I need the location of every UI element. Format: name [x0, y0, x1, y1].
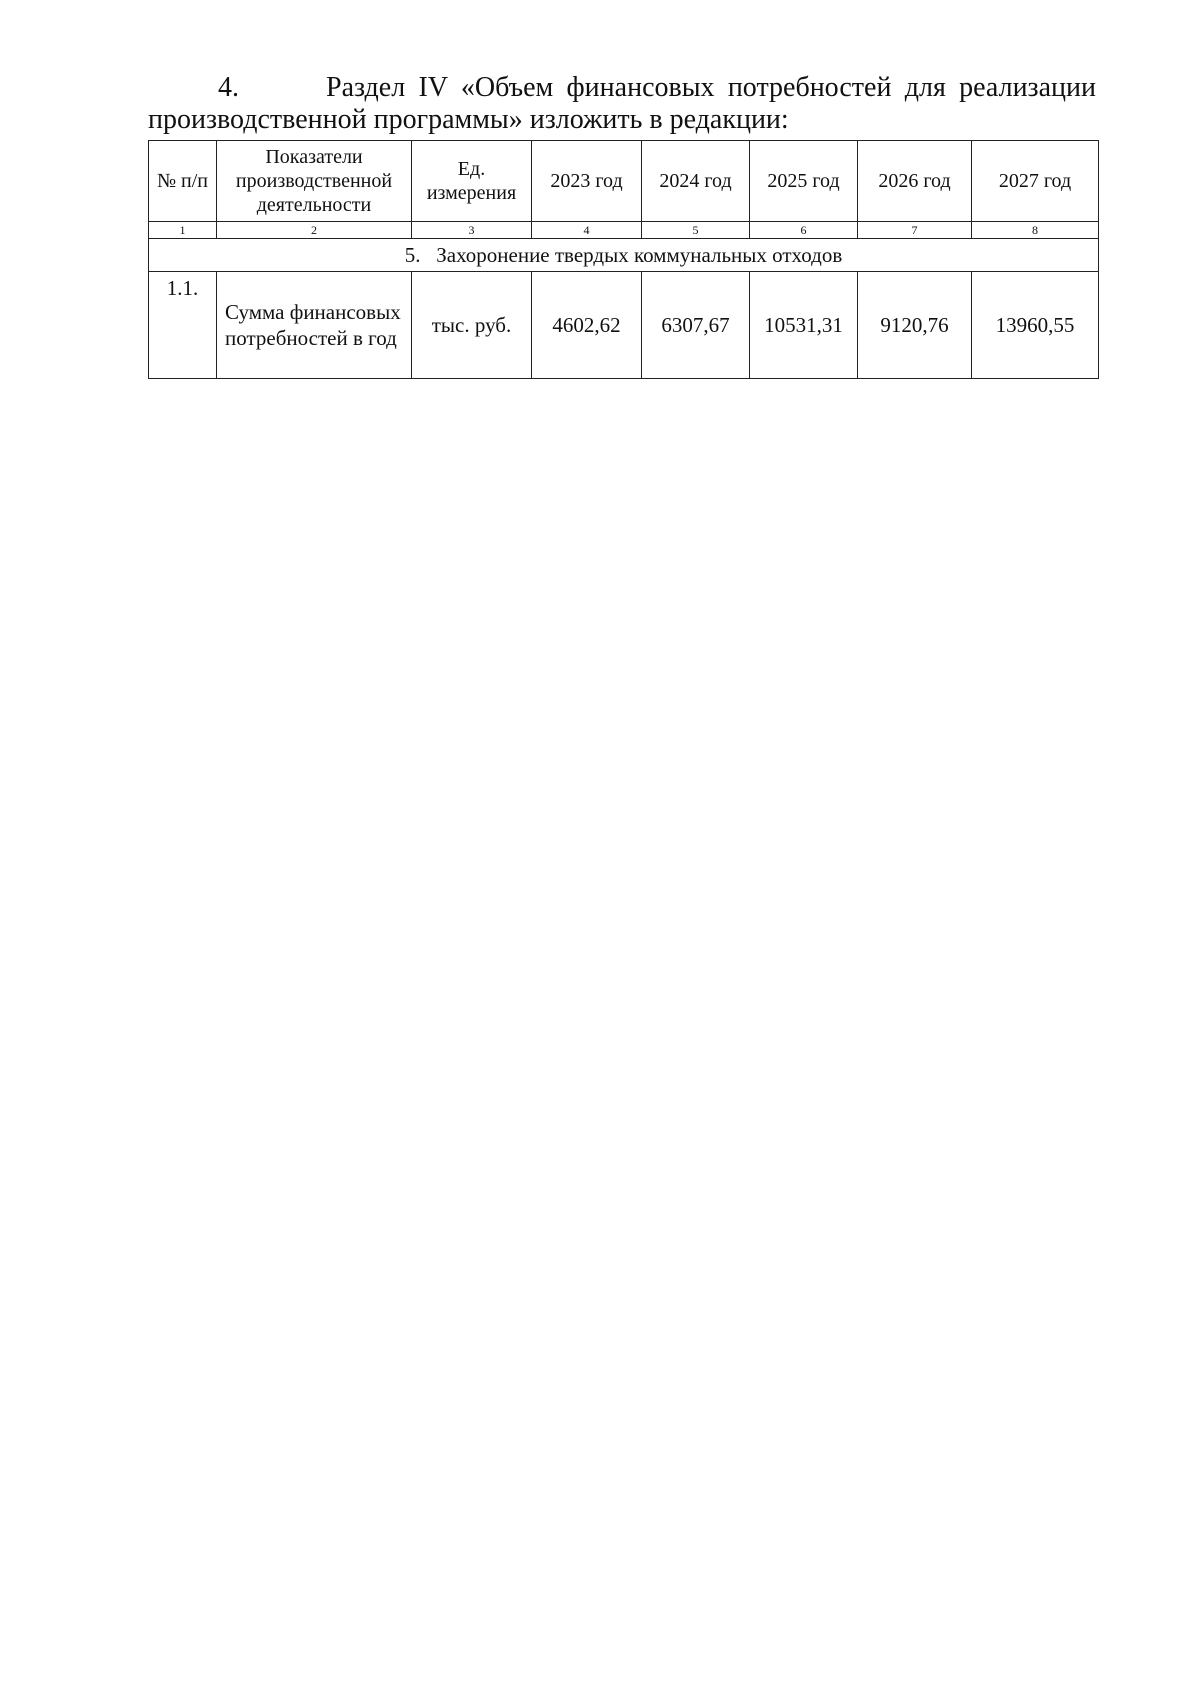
column-number-cell: 6	[750, 222, 858, 239]
item-number: 4.	[218, 72, 239, 103]
table-header-row	[149, 141, 1099, 222]
header-cell-indicators: Показатели производственной деятельности	[217, 141, 412, 222]
table-row	[149, 272, 1099, 379]
column-number-cell: 3	[412, 222, 532, 239]
row-number: 1.1.	[149, 272, 217, 379]
header-cell-number: № п/п	[149, 141, 217, 222]
column-number-cell: 8	[972, 222, 1099, 239]
column-number-cell: 2	[217, 222, 412, 239]
header-cell-2023: 2023 год	[532, 141, 642, 222]
header-cell-2026: 2026 год	[858, 141, 972, 222]
row-label: Сумма финансовых потребностей в год	[217, 272, 412, 379]
column-number-cell: 7	[858, 222, 972, 239]
value-2025: 10531,31	[750, 272, 858, 379]
intro-text-line-2: производственной программы» изложить в редакции:	[148, 104, 789, 135]
value-2027: 13960,55	[972, 272, 1099, 379]
header-cell-unit: Ед. измерения	[412, 141, 532, 222]
intro-line-1	[148, 72, 1096, 104]
section-title: 5. Захоронение твердых коммунальных отходов	[149, 239, 1099, 272]
financial-needs-table	[148, 140, 1099, 379]
header-cell-2025: 2025 год	[750, 141, 858, 222]
column-number-row	[149, 222, 1099, 239]
header-cell-2027: 2027 год	[972, 141, 1099, 222]
column-number-cell: 5	[642, 222, 750, 239]
intro-paragraph	[148, 72, 1096, 136]
column-number-cell: 1	[149, 222, 217, 239]
value-2026: 9120,76	[858, 272, 972, 379]
row-unit: тыс. руб.	[412, 272, 532, 379]
section-row	[149, 239, 1099, 272]
intro-text-line-1: Раздел IV «Объем финансовых потребностей для реализации	[326, 72, 1096, 103]
header-cell-2024: 2024 год	[642, 141, 750, 222]
column-number-cell: 4	[532, 222, 642, 239]
value-2024: 6307,67	[642, 272, 750, 379]
value-2023: 4602,62	[532, 272, 642, 379]
